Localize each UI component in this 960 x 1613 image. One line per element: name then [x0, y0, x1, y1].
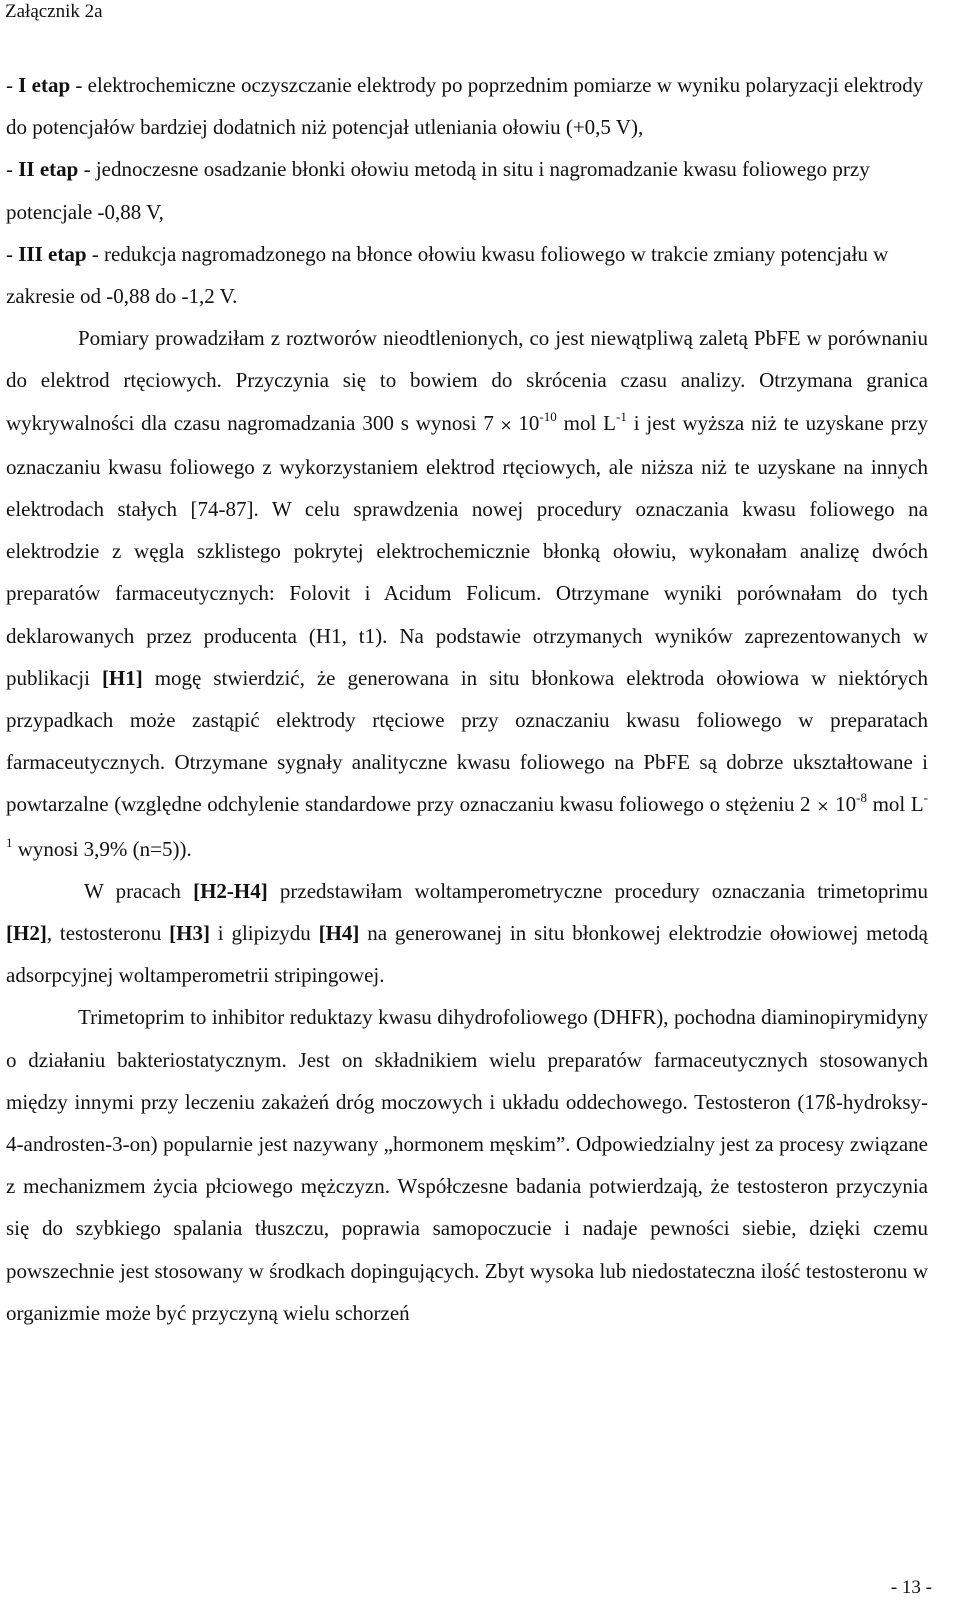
paragraph-h2-h4-procedures: [6, 870, 928, 997]
publication-reference: [H2]: [6, 921, 47, 946]
stage-text: - elektrochemiczne oczyszczanie elektrody po poprzednim pomiarze w wyniku polaryzacji elektrody do potencjałów bardziej dodatnich niż potencjał utleniania ołowiu (+0,5 V),: [6, 73, 924, 140]
paragraph-text: na generowanej in situ błonkowej elektrodzie ołowiowej metodą adsorpcyjnej woltamperometrii stripingowej.: [6, 921, 928, 988]
exponent: -1: [6, 790, 928, 850]
document-body: [6, 64, 928, 1334]
paragraph-trimethoprim-testosterone: [6, 996, 928, 1334]
publication-reference: [H2-H4]: [193, 878, 268, 903]
paragraph-text: mogę stwierdzić, że generowana in situ błonkowa elektroda ołowiowa w niektórych przypadkach może zastąpić elektrody rtęciowe przy oznaczaniu kwasu foliowego w preparatach farmaceutycznych. Otrzymane sygnały analityczne kwasu foliowego na PbFE są dobrze ukształtowane i powtarzalne (względne odchylenie standardowe przy oznaczaniu kwasu foliowego o stężeniu 2: [6, 665, 928, 817]
page-number: - 13 -: [890, 1577, 932, 1598]
paragraph-text: Pomiary prowadziłam z roztworów nieodtlenionych, co jest niewątpliwą zaletą PbFE w porównaniu do elektrod rtęciowych. Przyczynia się to bowiem do skrócenia czasu analizy. Otrzymana granica wykrywalności dla czasu nagromadzania 300 s wynosi 7: [6, 326, 928, 435]
paragraph-text: przedstawiłam woltamperometryczne procedury oznaczania trimetoprimu: [267, 878, 929, 903]
stage-text: - jednoczesne osadzanie błonki ołowiu metodą in situ i nagromadzanie kwasu foliowego przy potencjale -0,88 V,: [6, 157, 870, 224]
multiplication-sign: ×: [816, 797, 830, 816]
exponent: -1: [615, 408, 627, 424]
stage-prefix: -: [6, 241, 19, 266]
stage-item-2: [6, 148, 928, 232]
stage-item-3: [6, 233, 928, 317]
paragraph-text: 10: [518, 410, 540, 435]
paragraph-text: mol L: [866, 792, 924, 817]
paragraph-text: wynosi 3,9% (n=5)).: [12, 836, 192, 861]
publication-reference: [H4]: [318, 921, 360, 946]
multiplication-sign: ×: [499, 415, 513, 434]
stage-label: III etap: [18, 241, 87, 266]
stage-label: I etap: [18, 73, 71, 97]
stage-label: II etap: [18, 157, 79, 182]
publication-reference: [H1]: [101, 665, 143, 690]
paragraph-text: , testosteronu: [46, 921, 170, 946]
paragraph-folic-acid-results: [6, 317, 928, 870]
exponent: -8: [856, 790, 867, 806]
paragraph-text: 10: [835, 792, 857, 817]
paragraph-text: i glipizydu: [210, 921, 319, 946]
publication-reference: [H3]: [169, 921, 210, 946]
paragraph-text: mol L: [556, 410, 616, 435]
attachment-title: Załącznik 2a: [5, 1, 103, 22]
exponent: -10: [539, 408, 557, 424]
paragraph-text: W pracach: [84, 878, 194, 903]
stage-prefix: -: [6, 157, 19, 182]
stage-text: - redukcja nagromadzonego na błonce ołowiu kwasu foliowego w trakcie zmiany potencjału w zakresie od -0,88 do -1,2 V.: [6, 241, 889, 309]
stage-prefix: -: [6, 73, 19, 97]
paragraph-text: i jest wyższa niż te uzyskane przy oznaczaniu kwasu foliowego z wykorzystaniem elektrod rtęciowych, ale niższa niż te uzyskane na innych elektrodach stałych [74-87]. W celu sprawdzenia nowej procedury oznaczania kwasu foliowego na elektrodzie z węgla szklistego pokrytej elektrochemicznie błonką ołowiu, wykonałam analizę dwóch preparatów farmaceutycznych: Folovit i Acidum Folicum. Otrzymane wyniki porównałam do tych deklarowanych przez producenta (H1, t1). Na podstawie otrzymanych wyników zaprezentowanych w publikacji: [6, 410, 928, 690]
stage-item-1: [6, 64, 928, 148]
paragraph-text: Trimetoprim to inhibitor reduktazy kwasu dihydrofoliowego (DHFR), pochodna diaminopirymidyny o działaniu bakteriostatycznym. Jest on składnikiem wielu preparatów farmaceutycznych stosowanych między innymi przy leczeniu zakażeń dróg moczowych i układu oddechowego. Testosteron (17ß-hydroksy-4-androsten-3-on) popularnie jest nazywany „hormonem męskim”. Odpowiedzialny jest za procesy związane z mechanizmem życia płciowego mężczyzn. Współczesne badania potwierdzają, że testosteron przyczynia się do szybkiego spalania tłuszczu, poprawia samopoczucie i nadaje pewności siebie, dzięki czemu powszechnie jest stosowany w środkach dopingujących. Zbyt wysoka lub niedostateczna ilość testosteronu w organizmie może być przyczyną wielu schorzeń: [6, 1005, 928, 1325]
